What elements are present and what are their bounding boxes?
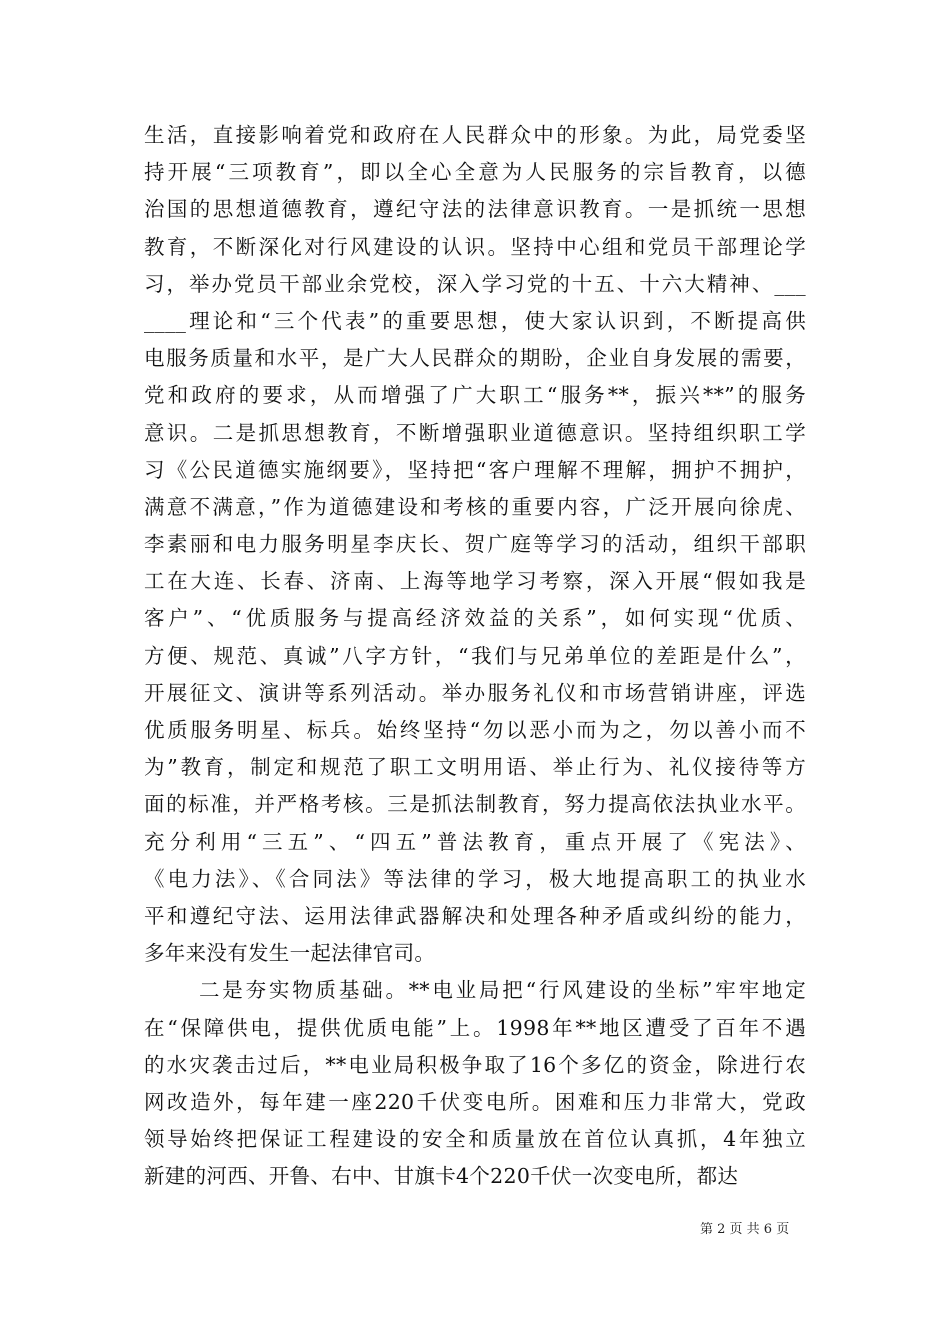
text-line: 新建的河西、开鲁、右中、甘旗卡4个220千伏一次变电所，都达 <box>144 1164 739 1189</box>
text-line: 平和遵纪守法、运用法律武器解决和处理各种矛盾或纠纷的能力， <box>144 903 806 928</box>
text-line: 党和政府的要求，从而增强了广大职工“服务**，振兴**”的服务 <box>144 383 806 408</box>
text-line: 领导始终把保证工程建设的安全和质量放在首位认真抓，4年独立 <box>144 1127 806 1152</box>
text-line: 在“保障供电，提供优质电能”上。1998年**地区遭受了百年不遇 <box>144 1015 806 1040</box>
text-line: 习《公民道德实施纲要》，坚持把“客户理解不理解，拥护不拥护， <box>144 457 806 482</box>
page-number: 第 2 页 共 6 页 <box>700 1222 790 1237</box>
text-line: 多年来没有发生一起法律官司。 <box>144 941 436 966</box>
text-line: 《电力法》、《合同法》等法律的学习，极大地提高职工的执业水 <box>144 866 806 891</box>
text-line: ____理论和“三个代表”的重要思想，使大家认识到，不断提高供 <box>144 308 806 333</box>
text-line: 意识。二是抓思想教育，不断增强职业道德意识。坚持组织职工学 <box>144 420 806 445</box>
text-line: 网改造外，每年建一座220千伏变电所。困难和压力非常大，党政 <box>144 1089 806 1114</box>
text-line: 生活，直接影响着党和政府在人民群众中的形象。为此，局党委坚 <box>144 123 806 147</box>
text-line: 工在大连、长春、济南、上海等地学习考察，深入开展“假如我是 <box>144 569 806 594</box>
text-line: 方便、规范、真诚”八字方针，“我们与兄弟单位的差距是什么”， <box>144 643 806 668</box>
text-line: 二是夯实物质基础。**电业局把“行风建设的坐标”牢牢地定 <box>199 978 806 1003</box>
text-line: 面的标准，并严格考核。三是抓法制教育，努力提高依法执业水平。 <box>144 792 806 817</box>
text-line: 的水灾袭击过后，**电业局积极争取了16个多亿的资金，除进行农 <box>144 1052 806 1077</box>
text-line: 为”教育，制定和规范了职工文明用语、举止行为、礼仪接待等方 <box>144 755 806 780</box>
text-line: 李素丽和电力服务明星李庆长、贺广庭等学习的活动，组织干部职 <box>144 532 806 557</box>
text-line: 开展征文、演讲等系列活动。举办服务礼仪和市场营销讲座，评选 <box>144 680 806 705</box>
text-line: 优质服务明星、标兵。始终坚持“勿以恶小而为之，勿以善小而不 <box>144 718 806 742</box>
paragraph <box>144 972 806 1195</box>
text-line: 教育，不断深化对行风建设的认识。坚持中心组和党员干部理论学 <box>144 234 806 259</box>
text-line: 满意不满意，”作为道德建设和考核的重要内容，广泛开展向徐虎、 <box>144 494 806 519</box>
paragraph <box>144 117 806 972</box>
text-line: 电服务质量和水平，是广大人民群众的期盼，企业自身发展的需要， <box>144 346 806 371</box>
text-line: 充分利用“三五”、“四五”普法教育，重点开展了《宪法》、 <box>144 829 806 854</box>
text-line: 治国的思想道德教育，遵纪守法的法律意识教育。一是抓统一思想 <box>144 197 806 222</box>
document-body <box>144 117 806 1195</box>
text-line: 客户”、“优质服务与提高经济效益的关系”，如何实现“优质、 <box>144 606 806 631</box>
text-line: 持开展“三项教育”，即以全心全意为人民服务的宗旨教育，以德 <box>144 160 806 185</box>
paragraph-list <box>144 117 806 1195</box>
text-line: 习，举办党员干部业余党校，深入学习党的十五、十六大精神、___ <box>144 271 806 296</box>
